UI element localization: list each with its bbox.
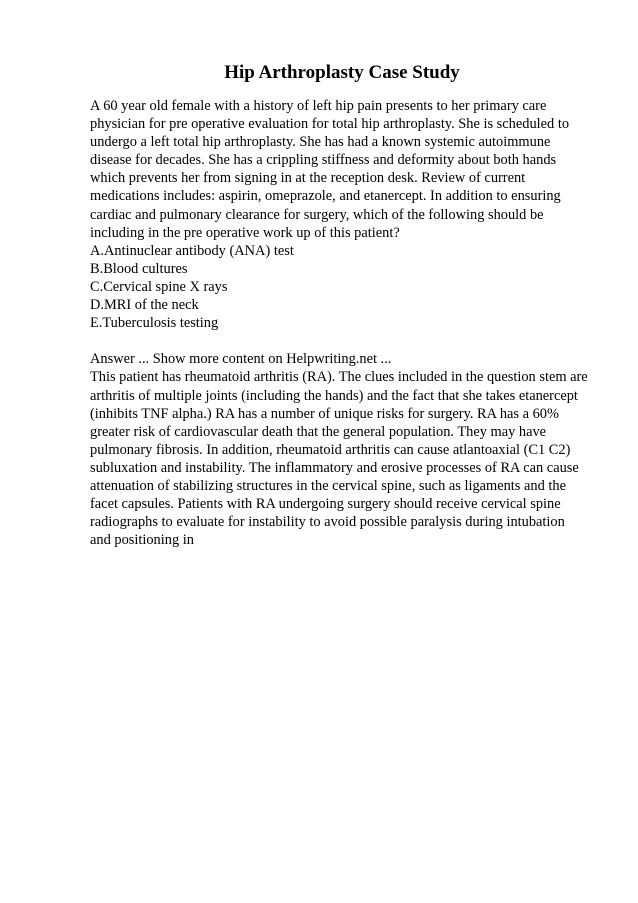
paragraph-spacer [90, 332, 610, 350]
question-paragraph [90, 97, 610, 242]
question-line: medications includes: aspirin, omeprazole, and etanercept. In addition to ensuring [90, 188, 561, 205]
explanation-line: arthritis of multiple joints (including the hands) and the fact that she takes etanercept [90, 387, 578, 404]
question-line: undergo a left total hip arthroplasty. She has had a known systemic autoimmune [90, 134, 551, 151]
explanation-line: and positioning in [90, 532, 194, 549]
explanation-line: radiographs to evaluate for instability to avoid possible paralysis during intubation [90, 514, 565, 531]
explanation-line: facet capsules. Patients with RA undergoing surgery should receive cervical spine [90, 496, 561, 513]
option-c: C.Cervical spine X rays [90, 278, 228, 295]
answer-options [90, 242, 610, 332]
question-line: physician for pre operative evaluation for total hip arthroplasty. She is scheduled to [90, 116, 570, 133]
explanation-line: subluxation and instability. The inflammatory and erosive processes of RA can cause [90, 459, 579, 476]
option-d: D.MRI of the neck [90, 297, 199, 314]
explanation-line: (inhibits TNF alpha.) RA has a number of unique risks for surgery. RA has a 60% [90, 405, 559, 422]
question-line: disease for decades. She has a crippling stiffness and deformity about both hands [90, 152, 557, 169]
question-line: which prevents her from signing in at the reception desk. Review of current [90, 170, 526, 187]
option-a: A.Antinuclear antibody (ANA) test [90, 242, 294, 259]
question-line: cardiac and pulmonary clearance for surgery, which of the following should be [90, 206, 544, 223]
answer-line: Answer ... Show more content on Helpwriting.net ... [90, 351, 392, 368]
question-line: including in the pre operative work up of this patient? [90, 224, 400, 241]
explanation-line: pulmonary fibrosis. In addition, rheumatoid arthritis can cause atlantoaxial (C1 C2) [90, 441, 571, 458]
option-e: E.Tuberculosis testing [90, 315, 219, 332]
option-b: B.Blood cultures [90, 260, 188, 277]
page-title: Hip Arthroplasty Case Study [224, 62, 460, 83]
explanation-paragraph [90, 368, 610, 549]
question-line: A 60 year old female with a history of left hip pain presents to her primary care [90, 98, 547, 114]
document-body [90, 97, 610, 549]
explanation-line: This patient has rheumatoid arthritis (RA). The clues included in the question stem are [90, 369, 588, 386]
explanation-line: attenuation of stabilizing structures in the cervical spine, such as ligaments and the [90, 477, 566, 494]
explanation-line: greater risk of cardiovascular death that the general population. They may have [90, 423, 547, 440]
